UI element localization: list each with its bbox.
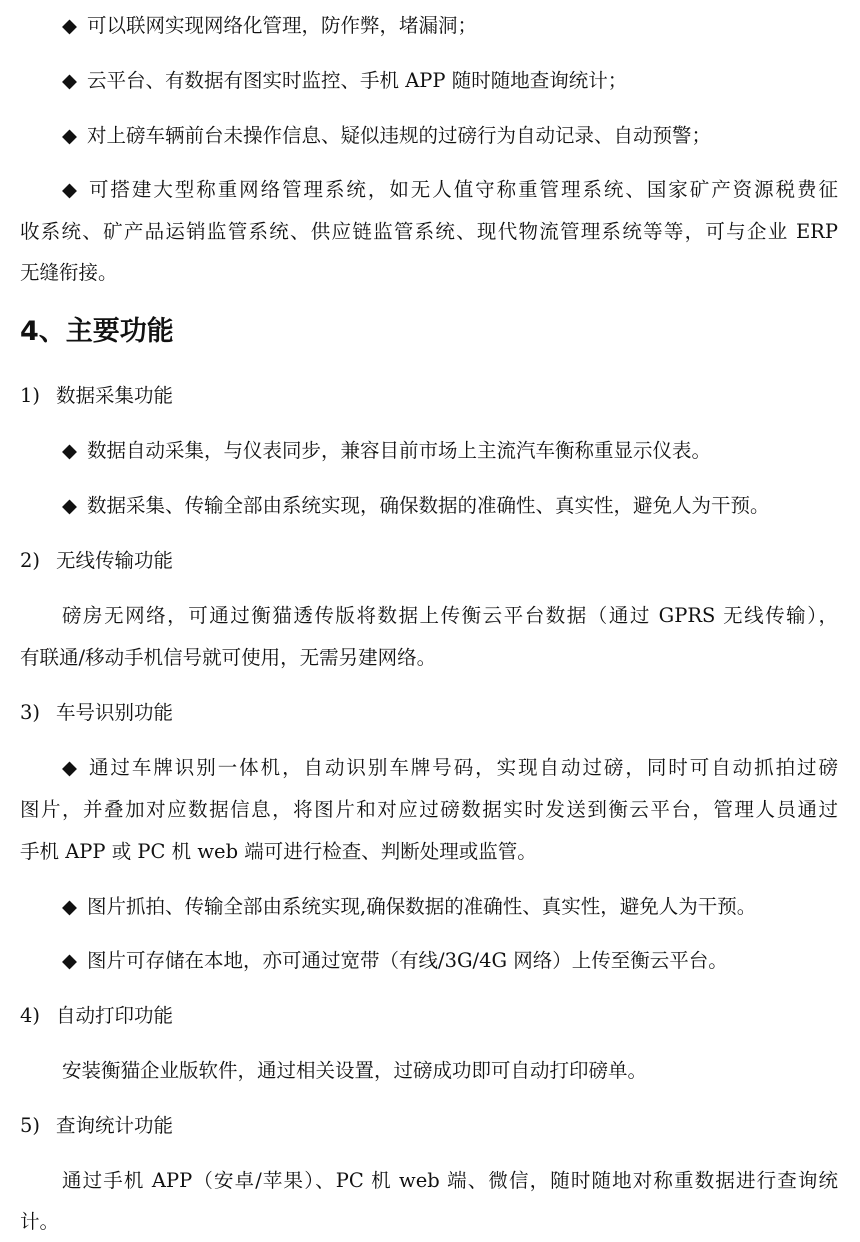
function-number: 5) <box>20 1114 41 1137</box>
function-title: 查询统计功能 <box>56 1114 174 1137</box>
function-number: 2) <box>20 549 41 572</box>
function-bullet: ◆ 数据采集、传输全部由系统实现，确保数据的准确性、真实性，避免人为干预。 <box>62 494 770 518</box>
function-number: 4) <box>20 1004 41 1027</box>
function-bullet: ◆ 数据自动采集，与仪表同步，兼容目前市场上主流汽车衡称重显示仪表。 <box>62 439 711 463</box>
section-title: 4、主要功能 <box>20 316 174 347</box>
function-bullet-paragraph-line: ◆ 通过车牌识别一体机，自动识别车牌号码，实现自动过磅，同时可自动抓拍过磅 <box>62 756 838 780</box>
intro-paragraph-line: 收系统、矿产品运销监管系统、供应链监管系统、现代物流管理系统等等，可与企业 ERP <box>20 220 838 243</box>
function-title: 无线传输功能 <box>56 549 174 572</box>
function-paragraph-line: 计。 <box>20 1210 60 1233</box>
function-heading <box>20 549 173 573</box>
function-heading <box>20 1004 173 1028</box>
function-paragraph-line: 安装衡猫企业版软件，通过相关设置，过磅成功即可自动打印磅单。 <box>62 1059 648 1082</box>
function-title: 自动打印功能 <box>56 1004 174 1027</box>
function-number: 3) <box>20 701 41 724</box>
function-title: 车号识别功能 <box>56 701 174 724</box>
intro-bullet: ◆ 对上磅车辆前台未操作信息、疑似违规的过磅行为自动记录、自动预警； <box>62 124 711 148</box>
function-heading <box>20 384 173 408</box>
function-title: 数据采集功能 <box>56 384 174 407</box>
function-paragraph-line: 通过手机 APP（安卓/苹果）、PC 机 web 端、微信，随时随地对称重数据进行查询统 <box>62 1169 838 1192</box>
intro-bullet: ◆ 云平台、有数据有图实时监控、手机 APP 随时随地查询统计； <box>62 69 627 93</box>
function-heading <box>20 701 173 725</box>
function-bullet: ◆ 图片抓拍、传输全部由系统实现,确保数据的准确性、真实性，避免人为干预。 <box>62 895 756 919</box>
intro-paragraph-line: 无缝衔接。 <box>20 261 118 284</box>
function-paragraph-line: 磅房无网络，可通过衡猫透传版将数据上传衡云平台数据（通过 GPRS 无线传输）， <box>62 604 838 627</box>
function-bullet-paragraph-line: 手机 APP 或 PC 机 web 端可进行检查、判断处理或监管。 <box>20 840 537 863</box>
function-number: 1) <box>20 384 41 407</box>
function-bullet-paragraph-line: 图片，并叠加对应数据信息，将图片和对应过磅数据实时发送到衡云平台，管理人员通过 <box>20 798 838 821</box>
function-paragraph-line: 有联通/移动手机信号就可使用，无需另建网络。 <box>20 646 437 669</box>
intro-paragraph-line: ◆ 可搭建大型称重网络管理系统，如无人值守称重管理系统、国家矿产资源税费征 <box>62 178 838 202</box>
function-bullet: ◆ 图片可存储在本地，亦可通过宽带（有线/3G/4G 网络）上传至衡云平台。 <box>62 949 728 973</box>
intro-bullet: ◆ 可以联网实现网络化管理，防作弊，堵漏洞； <box>62 14 477 38</box>
function-heading <box>20 1114 173 1138</box>
